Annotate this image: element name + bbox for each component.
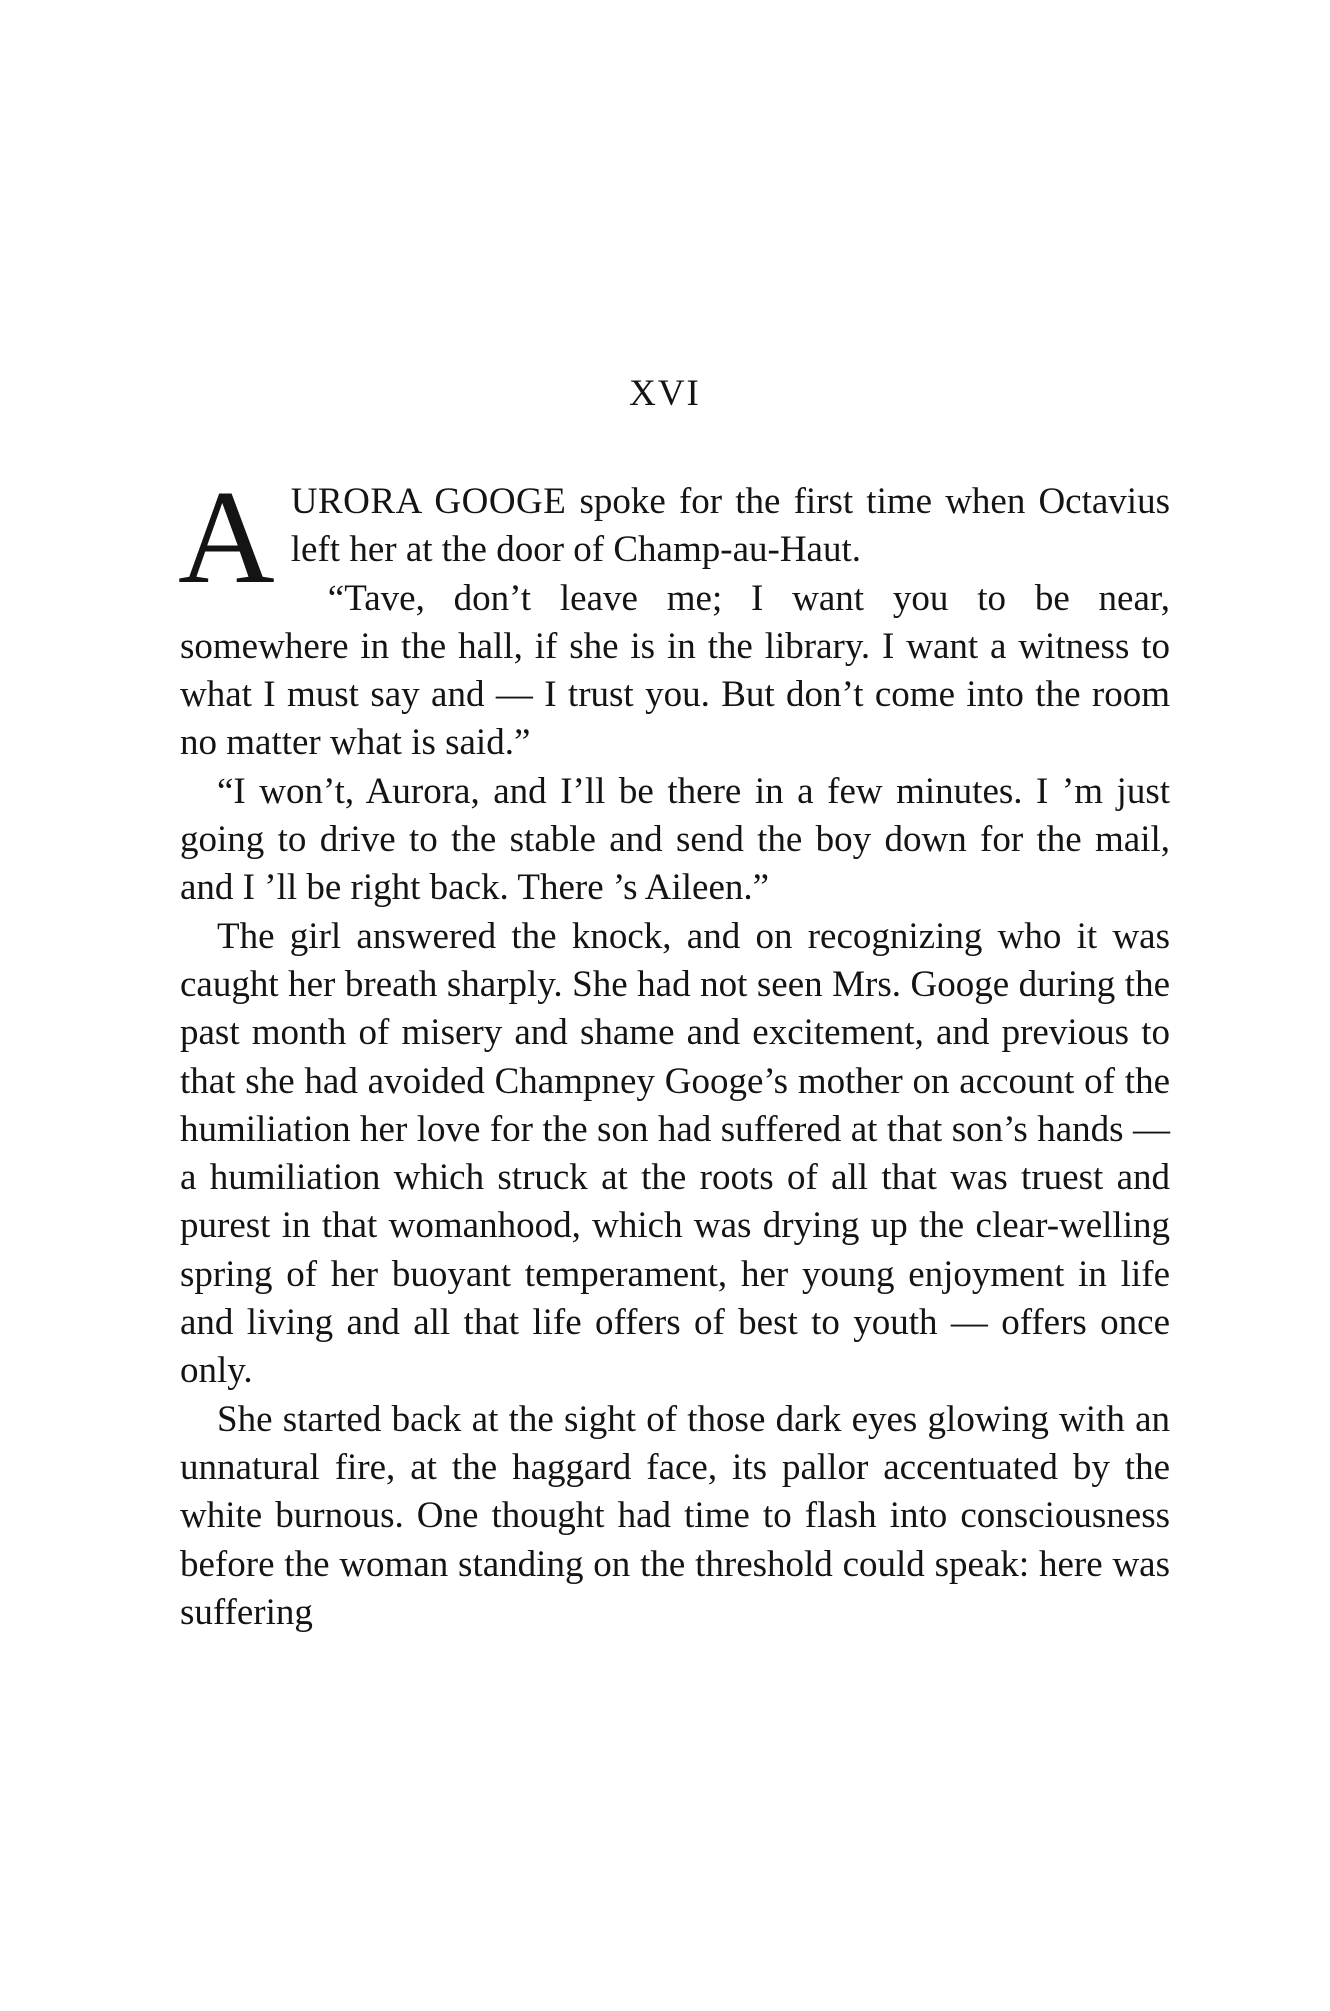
opening-text: spoke for the first time when Octavius left her at the door of Champ-au-Haut. <box>290 481 1170 571</box>
paragraph: “I won’t, Aurora, and I’ll be there in a few minutes. I ’m just going to drive to the stable and send the boy down for the mail, and I ’ll be right back. There ’s Aileen.” <box>180 770 1170 909</box>
paragraph: The girl answered the knock, and on recognizing who it was caught her breath sharply. She had not seen Mrs. Googe during the past month of misery and shame and excitement, and previous to that she had avoided Champney Googe’s mother on account of the humiliation her love for the son had suffered at that son’s hands — a humiliation which struck at the roots of all that was truest and purest in that womanhood, which was drying up the clear-welling spring of her buoyant temperament, her young enjoyment in life and living and all that life offers of best to youth — offers once only. <box>180 915 1170 1392</box>
chapter-heading: XVI <box>629 373 701 414</box>
opening-small-caps: URORA GOOGE <box>290 481 567 522</box>
opening-paragraph <box>178 463 1170 611</box>
paragraph: She started back at the sight of those dark eyes glowing with an unnatural fire, at the haggard face, its pallor accentuated by the white burnous. One thought had time to flash into consciousness before the woman standing on the threshold could speak: here was suffering <box>180 1398 1170 1633</box>
chapter-body <box>178 463 1170 1637</box>
paragraph: “Tave, don’t leave me; I want you to be near, somewhere in the hall, if she is in the library. I want a witness to what I must say and — I trust you. But don’t come into the room no matter what is said.” <box>180 577 1170 764</box>
drop-cap: A <box>178 463 275 611</box>
